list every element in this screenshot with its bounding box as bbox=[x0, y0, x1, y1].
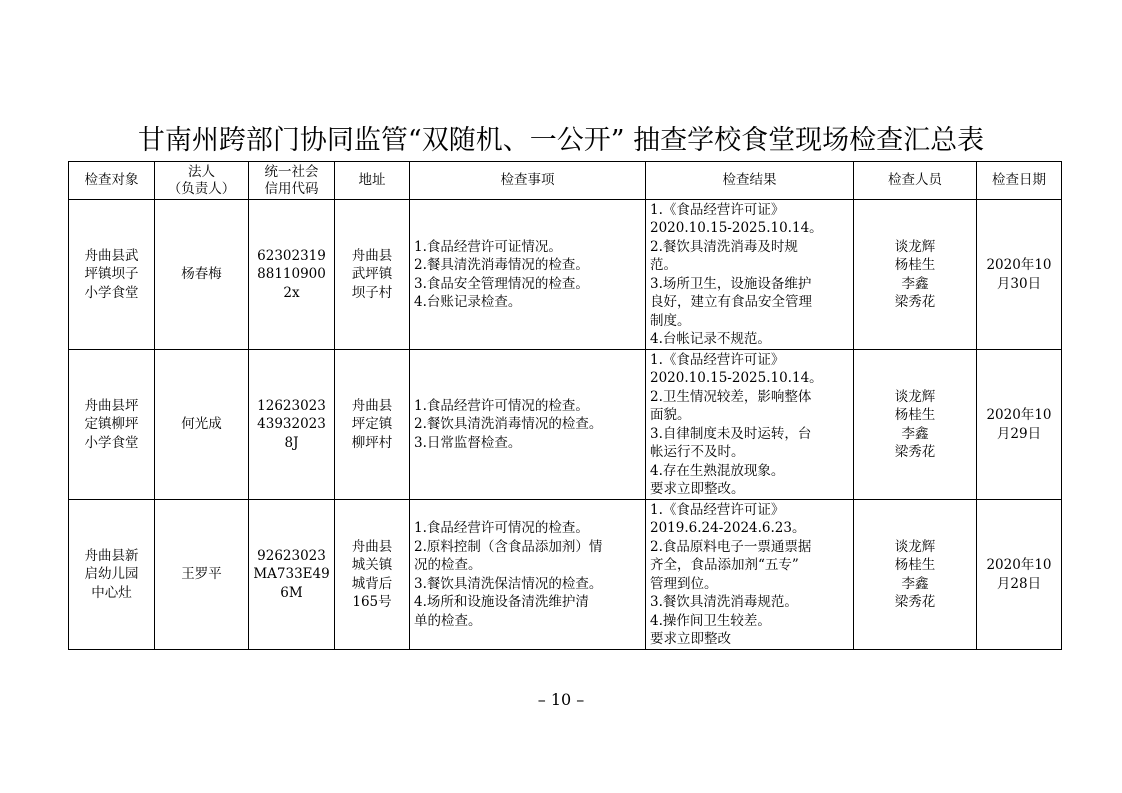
header-target: 检查对象 bbox=[69, 162, 155, 200]
page-number: – 10 – bbox=[537, 690, 585, 709]
header-address: 地址 bbox=[335, 162, 410, 200]
header-result: 检查结果 bbox=[646, 162, 854, 200]
cell-legal: 王罗平 bbox=[155, 500, 249, 650]
cell-credit: 92623023 MA733E49 6M bbox=[249, 500, 335, 650]
cell-inspectors: 谈龙辉 杨桂生 李鑫 梁秀花 bbox=[854, 500, 977, 650]
cell-items: 1.食品经营许可证情况。 2.餐具清洗消毒情况的检查。 3.食品安全管理情况的检查。 4.台账记录检查。 bbox=[410, 200, 646, 350]
cell-result: 1.《食品经营许可证》 2020.10.15-2025.10.14。 2.餐饮具清洗消毒及时规 范。 3.场所卫生，设施设备维护 良好，建立有食品安全管理 制度。 4.台帐记录不规范。 bbox=[646, 200, 854, 350]
cell-target: 舟曲县武 坪镇坝子 小学食堂 bbox=[69, 200, 155, 350]
cell-result: 1.《食品经营许可证》 2020.10.15-2025.10.14。 2.卫生情况较差，影响整体 面貌。 3.自律制度未及时运转，台 帐运行不及时。 4.存在生熟混放现象。 要求立即整改。 bbox=[646, 350, 854, 500]
cell-date: 2020年10 月28日 bbox=[977, 500, 1062, 650]
header-items: 检查事项 bbox=[410, 162, 646, 200]
cell-credit: 62302319 88110900 2x bbox=[249, 200, 335, 350]
table-row bbox=[69, 200, 1062, 350]
cell-address: 舟曲县 武坪镇 坝子村 bbox=[335, 200, 410, 350]
cell-target: 舟曲县坪 定镇柳坪 小学食堂 bbox=[69, 350, 155, 500]
cell-result: 1.《食品经营许可证》 2019.6.24-2024.6.23。 2.食品原料电子一票通票据 齐全，食品添加剂“五专” 管理到位。 3.餐饮具清洗消毒规范。 4.操作间卫生较差。 要求立即整改 bbox=[646, 500, 854, 650]
cell-address: 舟曲县 坪定镇 柳坪村 bbox=[335, 350, 410, 500]
header-legal: 法人 （负责人） bbox=[155, 162, 249, 200]
table-row bbox=[69, 350, 1062, 500]
header-date: 检查日期 bbox=[977, 162, 1062, 200]
cell-address: 舟曲县 城关镇 城背后 165号 bbox=[335, 500, 410, 650]
page-title: 甘南州跨部门协同监管“双随机、一公开” 抽查学校食堂现场检查汇总表 bbox=[137, 125, 985, 156]
cell-date: 2020年10 月30日 bbox=[977, 200, 1062, 350]
table-header-row bbox=[69, 162, 1062, 200]
header-inspectors: 检查人员 bbox=[854, 162, 977, 200]
cell-target: 舟曲县新 启幼儿园 中心灶 bbox=[69, 500, 155, 650]
cell-credit: 12623023 43932023 8J bbox=[249, 350, 335, 500]
table-row bbox=[69, 500, 1062, 650]
cell-inspectors: 谈龙辉 杨桂生 李鑫 梁秀花 bbox=[854, 350, 977, 500]
cell-date: 2020年10 月29日 bbox=[977, 350, 1062, 500]
cell-legal: 杨春梅 bbox=[155, 200, 249, 350]
cell-inspectors: 谈龙辉 杨桂生 李鑫 梁秀花 bbox=[854, 200, 977, 350]
cell-items: 1.食品经营许可情况的检查。 2.原料控制（含食品添加剂）情 况的检查。 3.餐饮具清洗保洁情况的检查。 4.场所和设施设备清洗维护清 单的检查。 bbox=[410, 500, 646, 650]
inspection-summary-table bbox=[68, 161, 1062, 650]
cell-legal: 何光成 bbox=[155, 350, 249, 500]
header-credit: 统一社会 信用代码 bbox=[249, 162, 335, 200]
cell-items: 1.食品经营许可情况的检查。 2.餐饮具清洗消毒情况的检查。 3.日常监督检查。 bbox=[410, 350, 646, 500]
